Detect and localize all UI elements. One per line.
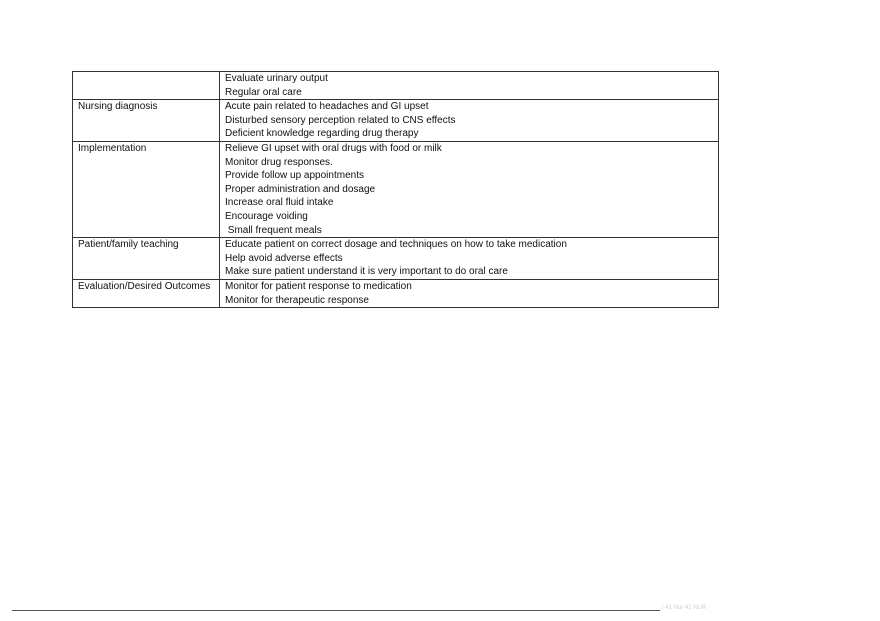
row-content: [220, 100, 719, 142]
content-line: Help avoid adverse effects: [225, 252, 343, 264]
content-line: Evaluate urinary output: [225, 73, 328, 84]
content-line: Encourage voiding: [225, 210, 308, 222]
content-line: Monitor drug responses.: [225, 156, 333, 168]
row-label: Patient/family teaching: [73, 238, 220, 280]
table-row-continued: [73, 72, 719, 100]
content-line: Disturbed sensory perception related to CNS effects: [225, 114, 456, 126]
table-row-implementation: [73, 141, 719, 237]
row-content: [220, 141, 719, 237]
row-label: [73, 72, 220, 100]
content-line: Proper administration and dosage: [225, 183, 376, 195]
table-row-patient-family-teaching: [73, 238, 719, 280]
content-line: Relieve GI upset with oral drugs with food or milk: [225, 142, 442, 154]
row-content: [220, 72, 719, 100]
row-content: [220, 238, 719, 280]
nursing-care-plan-table: [72, 71, 719, 308]
footer-text: | 41 Nur 41 NUR: [662, 605, 707, 611]
row-label: Nursing diagnosis: [73, 100, 220, 142]
content-line: Provide follow up appointments: [225, 170, 364, 182]
content-line: Make sure patient understand it is very important to do oral care: [225, 266, 508, 278]
row-content: [220, 279, 719, 307]
content-line: Monitor for patient response to medication: [225, 280, 412, 292]
content-line: Regular oral care: [225, 86, 302, 98]
content-line: Monitor for therapeutic response: [225, 294, 369, 306]
content-line: Deficient knowledge regarding drug therapy: [225, 128, 419, 140]
row-label: Evaluation/Desired Outcomes: [73, 279, 220, 307]
content-line: Educate patient on correct dosage and techniques on how to take medication: [225, 239, 567, 251]
footer-divider: [12, 610, 660, 611]
content-line: Small frequent meals: [225, 224, 322, 236]
content-line: Increase oral fluid intake: [225, 197, 334, 209]
content-line: Acute pain related to headaches and GI upset: [225, 101, 429, 113]
table-row-nursing-diagnosis: [73, 100, 719, 142]
table-row-evaluation: [73, 279, 719, 307]
row-label: Implementation: [73, 141, 220, 237]
